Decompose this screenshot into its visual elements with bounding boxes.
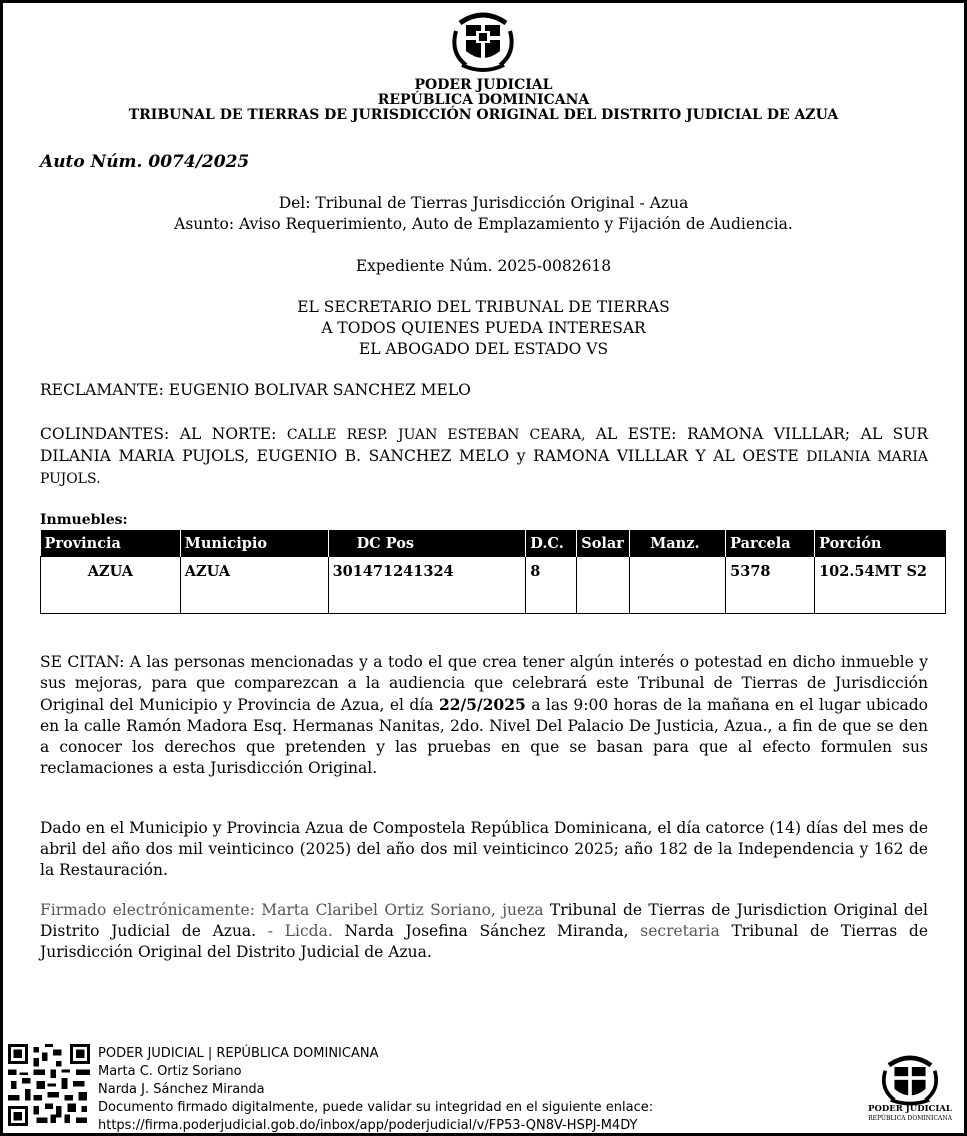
inmuebles-label: Inmuebles: bbox=[40, 512, 128, 528]
citan-text-1: SE CITAN: A las personas mencionadas y a todo el que crea tener algún interés o potestad en dicho inmueble y sus mejoras, para que comparezcan a la audiencia que celebrará este Tribunal de Tierras de Jurisdicción Original del Municipio y Provincia de Azua, el día bbox=[40, 653, 928, 714]
colindantes-rest: AL ESTE: RAMONA VILLLAR; AL SUR DILANIA MARIA PUJOLS, EUGENIO B. SANCHEZ MELO y RAMONA VILLLAR Y AL OESTE bbox=[40, 425, 928, 465]
firmado-licda: - Licda. bbox=[256, 922, 345, 940]
col-dc-pos: DC Pos bbox=[328, 530, 526, 557]
citan-text-2: a las 9:00 horas de la mañana en el lugar ubicado en la calle Ramón Madora Esq. Hermanas Nanitas, 2do. Nivel Del Palacio De Justicia, Azua., a fin de que se den a conocer los derechos que pretenden y las pruebas en que se basan para que al efecto formulen sus reclamaciones a esta Jurisdicción Original. bbox=[40, 696, 929, 777]
qr-code-icon bbox=[8, 1044, 90, 1126]
footer-logo-line-1: PODER JUDICIAL bbox=[868, 1104, 952, 1114]
footer-logo-line-2: REPÚBLICA DOMINICANA bbox=[868, 1115, 952, 1122]
validation-link[interactable]: https://firma.poderjudicial.gob.do/inbox/app/poderjudicial/v/FP53-QN8V-HSPJ-M4DY bbox=[98, 1118, 638, 1133]
col-parcela: Parcela bbox=[726, 530, 815, 557]
firmado-tribunal-1: Tribunal de Tierras de Jurisdiction Original del Distrito Judicial de Azua. bbox=[40, 901, 929, 940]
expediente-line: Expediente Núm. 2025-0082618 bbox=[355, 257, 612, 275]
cell-dc: 8 bbox=[526, 557, 577, 614]
colindantes-oeste: DILANIA MARIA PUJOLS. bbox=[40, 449, 928, 487]
firmado-secretaria-role: secretaria bbox=[628, 922, 732, 940]
firmado-tribunal-2: Tribunal de Tierras de Jurisdicción Original del Distrito Judicial de Azua. bbox=[40, 922, 929, 961]
col-manz: Manz. bbox=[630, 530, 726, 557]
cell-dc-pos: 301471241324 bbox=[328, 557, 526, 614]
colindantes-prefix: COLINDANTES: AL NORTE: bbox=[40, 425, 287, 443]
auto-number: Auto Núm. 0074/2025 bbox=[40, 152, 250, 172]
asunto-line: Asunto: Aviso Requerimiento, Auto de Emplazamiento y Fijación de Audiencia. bbox=[174, 215, 793, 233]
col-porcion: Porción bbox=[815, 530, 946, 557]
reclamante-line: RECLAMANTE: EUGENIO BOLIVAR SANCHEZ MELO bbox=[40, 381, 471, 399]
footer-line-3: Narda J. Sánchez Miranda bbox=[98, 1082, 265, 1097]
cell-parcela: 5378 bbox=[726, 557, 815, 614]
secretario-line-1: EL SECRETARIO DEL TRIBUNAL DE TIERRAS bbox=[297, 298, 670, 316]
colindantes-norte: CALLE RESP. JUAN ESTEBAN CEARA, bbox=[286, 427, 596, 443]
table-row bbox=[41, 557, 946, 614]
footer-logo-text bbox=[866, 1104, 954, 1124]
header-line-1: PODER JUDICIAL bbox=[414, 77, 553, 93]
secretario-line-2: A TODOS QUIENES PUEDA INTERESAR bbox=[321, 319, 646, 337]
document-header bbox=[0, 78, 967, 123]
citan-paragraph bbox=[40, 652, 928, 779]
inmuebles-table bbox=[40, 530, 946, 614]
header-line-2: REPÚBLICA DOMINICANA bbox=[377, 92, 590, 108]
header-line-3: TRIBUNAL DE TIERRAS DE JURISDICCIÓN ORIGINAL DEL DISTRITO JUDICIAL DE AZUA bbox=[128, 107, 839, 123]
cell-provincia: AZUA bbox=[41, 557, 181, 614]
footer-line-2: Marta C. Ortiz Soriano bbox=[98, 1064, 242, 1079]
col-provincia: Provincia bbox=[41, 530, 181, 557]
cell-municipio: AZUA bbox=[180, 557, 328, 614]
coat-of-arms-icon bbox=[448, 5, 518, 73]
firmado-paragraph bbox=[40, 900, 928, 963]
footer-line-4: Documento firmado digitalmente, puede validar su integridad en el siguiente enlace: bbox=[98, 1100, 654, 1115]
cell-manz bbox=[630, 557, 726, 614]
col-municipio: Municipio bbox=[180, 530, 328, 557]
del-line: Del: Tribunal de Tierras Jurisdicción Original - Azua bbox=[278, 194, 689, 212]
footer-coat-of-arms-icon bbox=[878, 1050, 942, 1106]
secretario-line-3: EL ABOGADO DEL ESTADO VS bbox=[358, 340, 609, 358]
hearing-date: 22/5/2025 bbox=[438, 695, 526, 714]
cell-porcion: 102.54MT S2 bbox=[815, 557, 946, 614]
col-solar: Solar bbox=[577, 530, 630, 557]
firmado-judge: Firmado electrónicamente: Marta Claribel Ortiz Soriano, jueza bbox=[40, 901, 550, 919]
col-dc: D.C. bbox=[526, 530, 577, 557]
firmado-secretaria-name: Narda Josefina Sánchez Miranda, bbox=[344, 922, 629, 940]
cell-solar bbox=[577, 557, 630, 614]
signature-footer bbox=[98, 1045, 653, 1135]
colindantes-paragraph bbox=[40, 424, 928, 490]
footer-line-1: PODER JUDICIAL | REPÚBLICA DOMINICANA bbox=[98, 1046, 379, 1061]
table-header-row bbox=[41, 530, 946, 557]
dado-paragraph: Dado en el Municipio y Provincia Azua de Compostela República Dominicana, el día catorce (14) días del mes de abril del año dos mil veinticinco (2025) del año dos mil veinticinco 2025; año 182 de la Independencia y 162 de la Restauración. bbox=[40, 819, 928, 879]
